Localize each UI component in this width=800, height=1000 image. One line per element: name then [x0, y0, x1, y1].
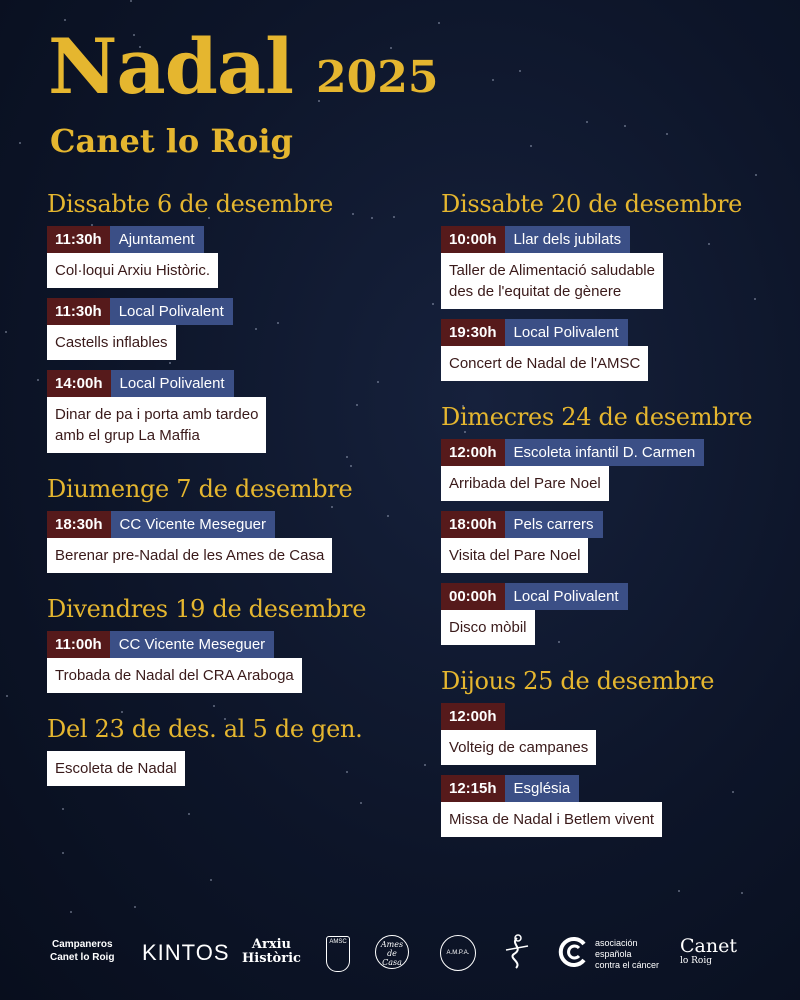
event-description [47, 325, 176, 360]
event-location: Llar dels jubilats [505, 226, 631, 253]
event-item [441, 319, 771, 381]
day-heading: Del 23 de des. al 5 de gen. [47, 715, 363, 743]
event-description-line: Disco mòbil [449, 619, 527, 636]
day-heading: Dijous 25 de desembre [441, 667, 715, 695]
event-tag-row [441, 511, 771, 538]
page-title-year: 2025 [316, 52, 439, 103]
star [519, 70, 521, 72]
canet-logo-line2: lo Roig [680, 956, 712, 966]
day-block [441, 403, 771, 645]
campaneros-logo-line1: Campaneros [51, 939, 113, 950]
event-tag-row [441, 703, 771, 730]
aecc-logo-text [595, 938, 659, 971]
event-item [47, 631, 377, 693]
day-heading: Divendres 19 de desembre [47, 595, 367, 623]
amsc-shield-logo [326, 936, 350, 972]
star [492, 79, 494, 81]
aecc-symbol-icon [558, 936, 590, 968]
event-location: Església [505, 775, 580, 802]
event-tag-row [47, 370, 377, 397]
event-item [441, 703, 771, 765]
event-description-line: Escoleta de Nadal [55, 760, 177, 777]
event-description [441, 346, 648, 381]
event-description-line: amb el grup La Maffia [55, 427, 200, 444]
event-description [441, 466, 609, 501]
event-time: 19:30h [441, 319, 505, 346]
event-location: CC Vicente Meseguer [110, 631, 274, 658]
event-description [47, 397, 266, 453]
event-time: 11:00h [47, 631, 110, 658]
event-tag-row [441, 319, 771, 346]
event-tag-row [47, 298, 377, 325]
ames-de-casa-logo [375, 935, 409, 969]
event-description [47, 658, 302, 693]
page-subtitle: Canet lo Roig [50, 122, 293, 160]
aecc-line1: asociación [595, 938, 638, 948]
star [666, 133, 668, 135]
event-location: CC Vicente Meseguer [111, 511, 275, 538]
event-item [47, 226, 377, 288]
event-description-line: Taller de Alimentació saludable [449, 262, 655, 279]
event-tag-row [47, 631, 377, 658]
amsc-logo-text: AMSC [329, 939, 347, 945]
arxiu-logo-line2: Històric [242, 951, 301, 966]
star [424, 764, 426, 766]
day-block [47, 475, 377, 573]
day-heading: Dimecres 24 de desembre [441, 403, 753, 431]
day-heading: Dissabte 6 de desembre [47, 190, 334, 218]
event-item [441, 511, 771, 573]
star [624, 125, 626, 127]
star [377, 381, 379, 383]
ames-logo-line1: Ames [380, 940, 404, 949]
star [64, 19, 66, 21]
star [390, 47, 392, 49]
star [62, 808, 64, 810]
event-location: Local Polivalent [110, 298, 233, 325]
event-item [47, 511, 377, 573]
star [134, 906, 136, 908]
event-item [441, 439, 771, 501]
campaneros-logo [50, 938, 114, 964]
event-description [441, 538, 588, 573]
event-location: Local Polivalent [505, 319, 628, 346]
day-heading: Dissabte 20 de desembre [441, 190, 743, 218]
star [755, 174, 757, 176]
star [741, 892, 743, 894]
event-time: 10:00h [441, 226, 505, 253]
star [678, 890, 680, 892]
aecc-line2: española [595, 949, 632, 959]
star [6, 695, 8, 697]
event-location: Escoleta infantil D. Carmen [505, 439, 705, 466]
schedule-left-column [47, 190, 377, 808]
event-description [441, 610, 535, 645]
event-description-line: Castells inflables [55, 334, 168, 351]
event-description-line: Col·loqui Arxiu Històric. [55, 262, 211, 279]
star [438, 22, 440, 24]
canet-logo-line1: Canet [680, 935, 737, 957]
event-tag-row [441, 439, 771, 466]
arxiu-logo-line1: Arxiu [251, 937, 291, 952]
day-block [47, 595, 377, 693]
star [210, 879, 212, 881]
event-time: 18:30h [47, 511, 111, 538]
event-tag-row [47, 226, 377, 253]
event-description-line: Trobada de Nadal del CRA Araboga [55, 667, 294, 684]
event-description-line: Concert de Nadal de l'AMSC [449, 355, 641, 372]
event-time: 11:30h [47, 226, 110, 253]
dancer-logo [502, 934, 532, 977]
star [19, 142, 21, 144]
day-block [47, 715, 377, 786]
event-location: Ajuntament [110, 226, 204, 253]
day-block [47, 190, 377, 453]
event-description-line: Dinar de pa i porta amb tardeo [55, 406, 259, 423]
page-title: Nadal [48, 22, 293, 111]
event-time: 12:00h [441, 703, 505, 730]
event-item [47, 370, 377, 453]
star [37, 379, 39, 381]
event-description [47, 253, 218, 288]
star [70, 911, 72, 913]
event-description-line: Volteig de campanes [449, 739, 589, 756]
event-time: 12:00h [441, 439, 505, 466]
ampa-logo-text: A.M.P.A. [446, 950, 470, 956]
event-location: Pels carrers [505, 511, 603, 538]
campaneros-logo-line2: Canet lo Roig [50, 952, 115, 963]
event-description-line: Missa de Nadal i Betlem vivent [449, 811, 655, 828]
event-description [47, 538, 332, 573]
event-time: 00:00h [441, 583, 505, 610]
day-block [441, 667, 771, 837]
event-description-line: Arribada del Pare Noel [449, 475, 601, 492]
star [130, 0, 132, 2]
star [62, 852, 64, 854]
event-time: 11:30h [47, 298, 110, 325]
star [5, 331, 7, 333]
aecc-line3: contra el cáncer [595, 960, 660, 970]
event-description-line: Visita del Pare Noel [449, 547, 581, 564]
star [393, 216, 395, 218]
event-item [47, 751, 377, 786]
ampa-logo [440, 935, 476, 971]
sponsor-logos [50, 932, 760, 976]
arxiu-historic-logo [242, 938, 301, 966]
ames-logo-line2: de [387, 949, 397, 958]
event-item [47, 298, 377, 360]
event-tag-row [441, 775, 771, 802]
kintos-logo: KINTOS [142, 940, 230, 965]
event-time: 12:15h [441, 775, 505, 802]
schedule-right-column [441, 190, 771, 859]
event-description [47, 751, 185, 786]
event-description-line: Berenar pre-Nadal de les Ames de Casa [55, 547, 325, 564]
day-block [441, 190, 771, 381]
event-time: 14:00h [47, 370, 111, 397]
ames-logo-line3: Casa [382, 958, 402, 967]
day-heading: Diumenge 7 de desembre [47, 475, 353, 503]
event-tag-row [47, 511, 377, 538]
event-tag-row [441, 226, 771, 253]
star [188, 813, 190, 815]
event-time: 18:00h [441, 511, 505, 538]
event-description-line: des de l'equitat de gènere [449, 283, 622, 300]
event-location: Local Polivalent [111, 370, 234, 397]
star [586, 121, 588, 123]
event-item [441, 775, 771, 837]
canet-lo-roig-logo [680, 936, 737, 967]
star [530, 145, 532, 147]
star [387, 515, 389, 517]
star [432, 303, 434, 305]
event-description [441, 802, 662, 837]
event-description [441, 253, 663, 309]
event-description [441, 730, 596, 765]
event-item [441, 583, 771, 645]
event-location: Local Polivalent [505, 583, 628, 610]
event-item [441, 226, 771, 309]
event-tag-row [441, 583, 771, 610]
